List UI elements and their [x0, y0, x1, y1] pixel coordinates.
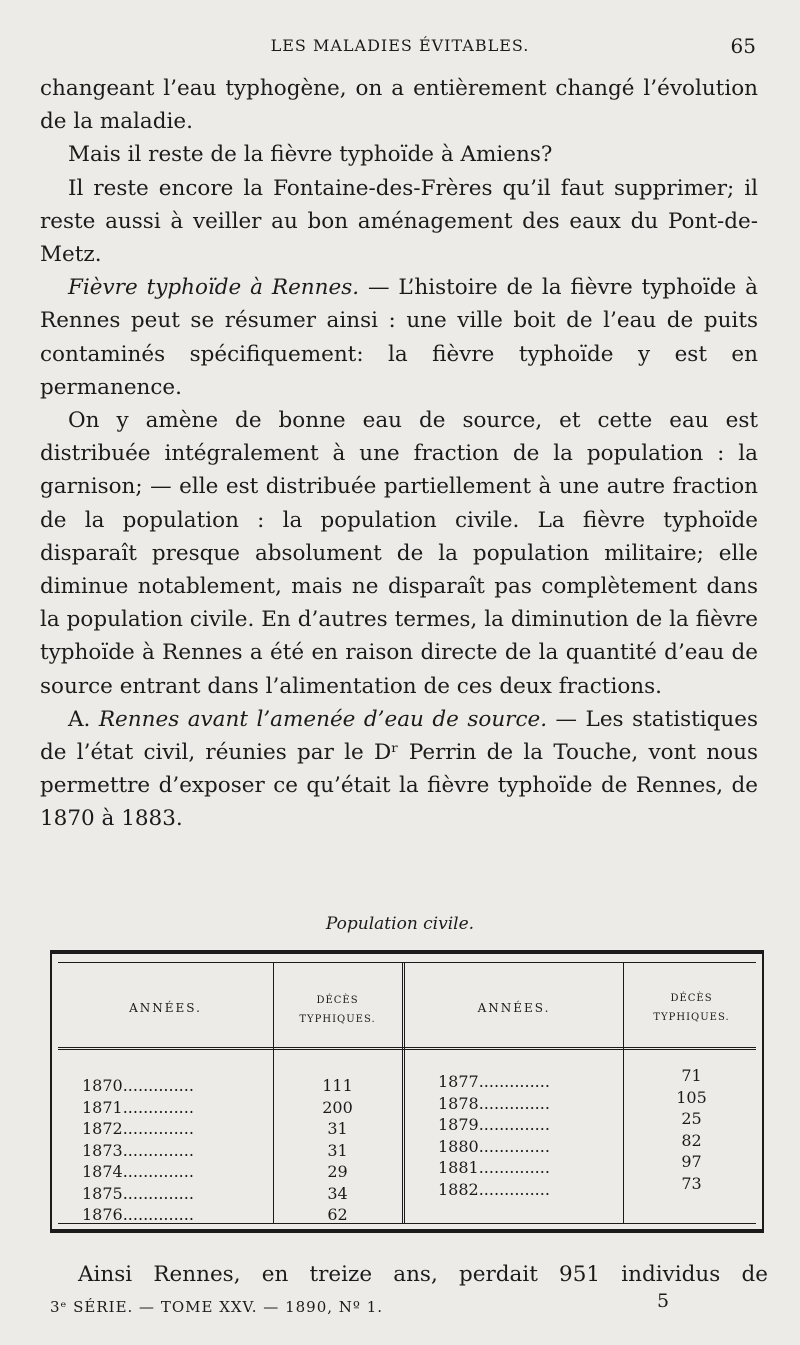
heading-dash: — [359, 275, 399, 301]
left-deaths-column [273, 1075, 402, 1226]
death-count: 31 [327, 1119, 348, 1138]
table-row: 1876.............. [82, 1205, 194, 1224]
sheet-mark: 5 [657, 1290, 670, 1312]
table-row: 1882.............. [438, 1179, 550, 1199]
paragraph-4 [40, 271, 758, 404]
header-rule [58, 1047, 756, 1050]
table-row: 1877.............. [438, 1072, 550, 1091]
table-inner-frame [58, 962, 756, 1224]
table-row: 1873.............. [82, 1140, 194, 1160]
death-count: 34 [327, 1183, 348, 1203]
journal-signature: 3ᵉ SÉRIE. — TOME XXV. — 1890, Nº 1. [50, 1298, 384, 1316]
paragraph-2: Mais il reste de la fièvre typhoïde à Amiens? [68, 142, 553, 168]
header-annees-right: ANNÉES. [477, 1001, 551, 1015]
table-row: 1879.............. [438, 1115, 550, 1134]
header-deces-line2: TYPHIQUES. [653, 1012, 730, 1023]
section-letter: A. [68, 706, 99, 732]
continuation-line: Ainsi Rennes, en treize ans, perdait 951 individus de [78, 1262, 768, 1287]
death-count: 105 [676, 1087, 707, 1107]
heading-dash: — [547, 706, 586, 732]
left-years-column [82, 1075, 270, 1226]
header-deces-line1: DÉCÈS [316, 995, 359, 1006]
statistics-table [50, 950, 764, 1233]
running-title: LES MALADIES ÉVITABLES. [270, 36, 530, 55]
paragraph-3: Il reste encore la Fontaine-des-Frères qu’il faut supprimer; il reste aussi à veiller au bon aménagement des eaux du Pont-de-Metz. [40, 175, 758, 268]
death-count: 200 [322, 1097, 353, 1117]
table-row: 1874.............. [82, 1162, 194, 1181]
table-row: 1872.............. [82, 1119, 194, 1138]
paragraph-6-text: Les statistiques de l’état civil, réunies par le Dʳ Perrin de la Touche, vont nous permettre d’exposer ce qu’était la fièvre typhoïde de Rennes, de 1870 à 1883. [40, 706, 758, 832]
header-deces-left [273, 991, 402, 1029]
header-deces-line1: DÉCÈS [670, 993, 713, 1004]
table-caption: Population civile. [325, 914, 475, 934]
section-heading-avant: Rennes avant l’amenée d’eau de source. [98, 706, 548, 732]
section-heading-rennes: Fièvre typhoïde à Rennes. [68, 275, 360, 301]
table-row: 1881.............. [438, 1158, 550, 1177]
death-count: 25 [681, 1109, 702, 1128]
death-count: 111 [322, 1076, 353, 1095]
death-count: 73 [681, 1173, 702, 1193]
header-deces-line2: TYPHIQUES. [299, 1014, 376, 1025]
death-count: 71 [681, 1066, 702, 1085]
header-deces-right [623, 989, 760, 1027]
right-years-column [438, 1071, 620, 1200]
header-annees-left: ANNÉES. [129, 1001, 202, 1015]
table-row: 1870.............. [82, 1076, 194, 1095]
body-text [40, 72, 758, 836]
death-count: 29 [327, 1162, 348, 1181]
page-header [0, 36, 800, 66]
paragraph-6 [40, 703, 758, 836]
death-count: 82 [681, 1130, 702, 1150]
table-row: 1875.............. [82, 1183, 194, 1203]
paragraph-4-text: L’histoire de la fièvre typhoïde à Rennes peut se résumer ainsi : une ville boit de l’eau de puits contaminés spécifiquement: la fièvre typhoïde y est en permanence. [40, 275, 759, 400]
paragraph-5: On y amène de bonne eau de source, et cette eau est distribuée intégralement à une fraction de la population : la garnison; — elle est distribuée partiellement à une autre fraction de la population : la population civile. La fièvre typhoïde disparaît presque absolument de la population militaire; elle diminue notablement, mais ne disparaît pas complètement dans la population civile. En d’autres termes, la diminution de la fièvre typhoïde à Rennes a été en raison directe de la quantité d’eau de source entrant dans l’alimentation de ces deux fractions. [40, 408, 758, 699]
death-count: 97 [681, 1152, 702, 1171]
table-row: 1871.............. [82, 1097, 194, 1117]
death-count: 31 [327, 1140, 348, 1160]
page-number: 65 [730, 34, 756, 58]
table-row: 1878.............. [438, 1093, 550, 1113]
table-row: 1880.............. [438, 1136, 550, 1156]
right-deaths-column [623, 1065, 760, 1194]
death-count: 62 [327, 1205, 348, 1224]
paragraph-1: changeant l’eau typhogène, on a entièrement changé l’évolution de la maladie. [40, 76, 758, 135]
